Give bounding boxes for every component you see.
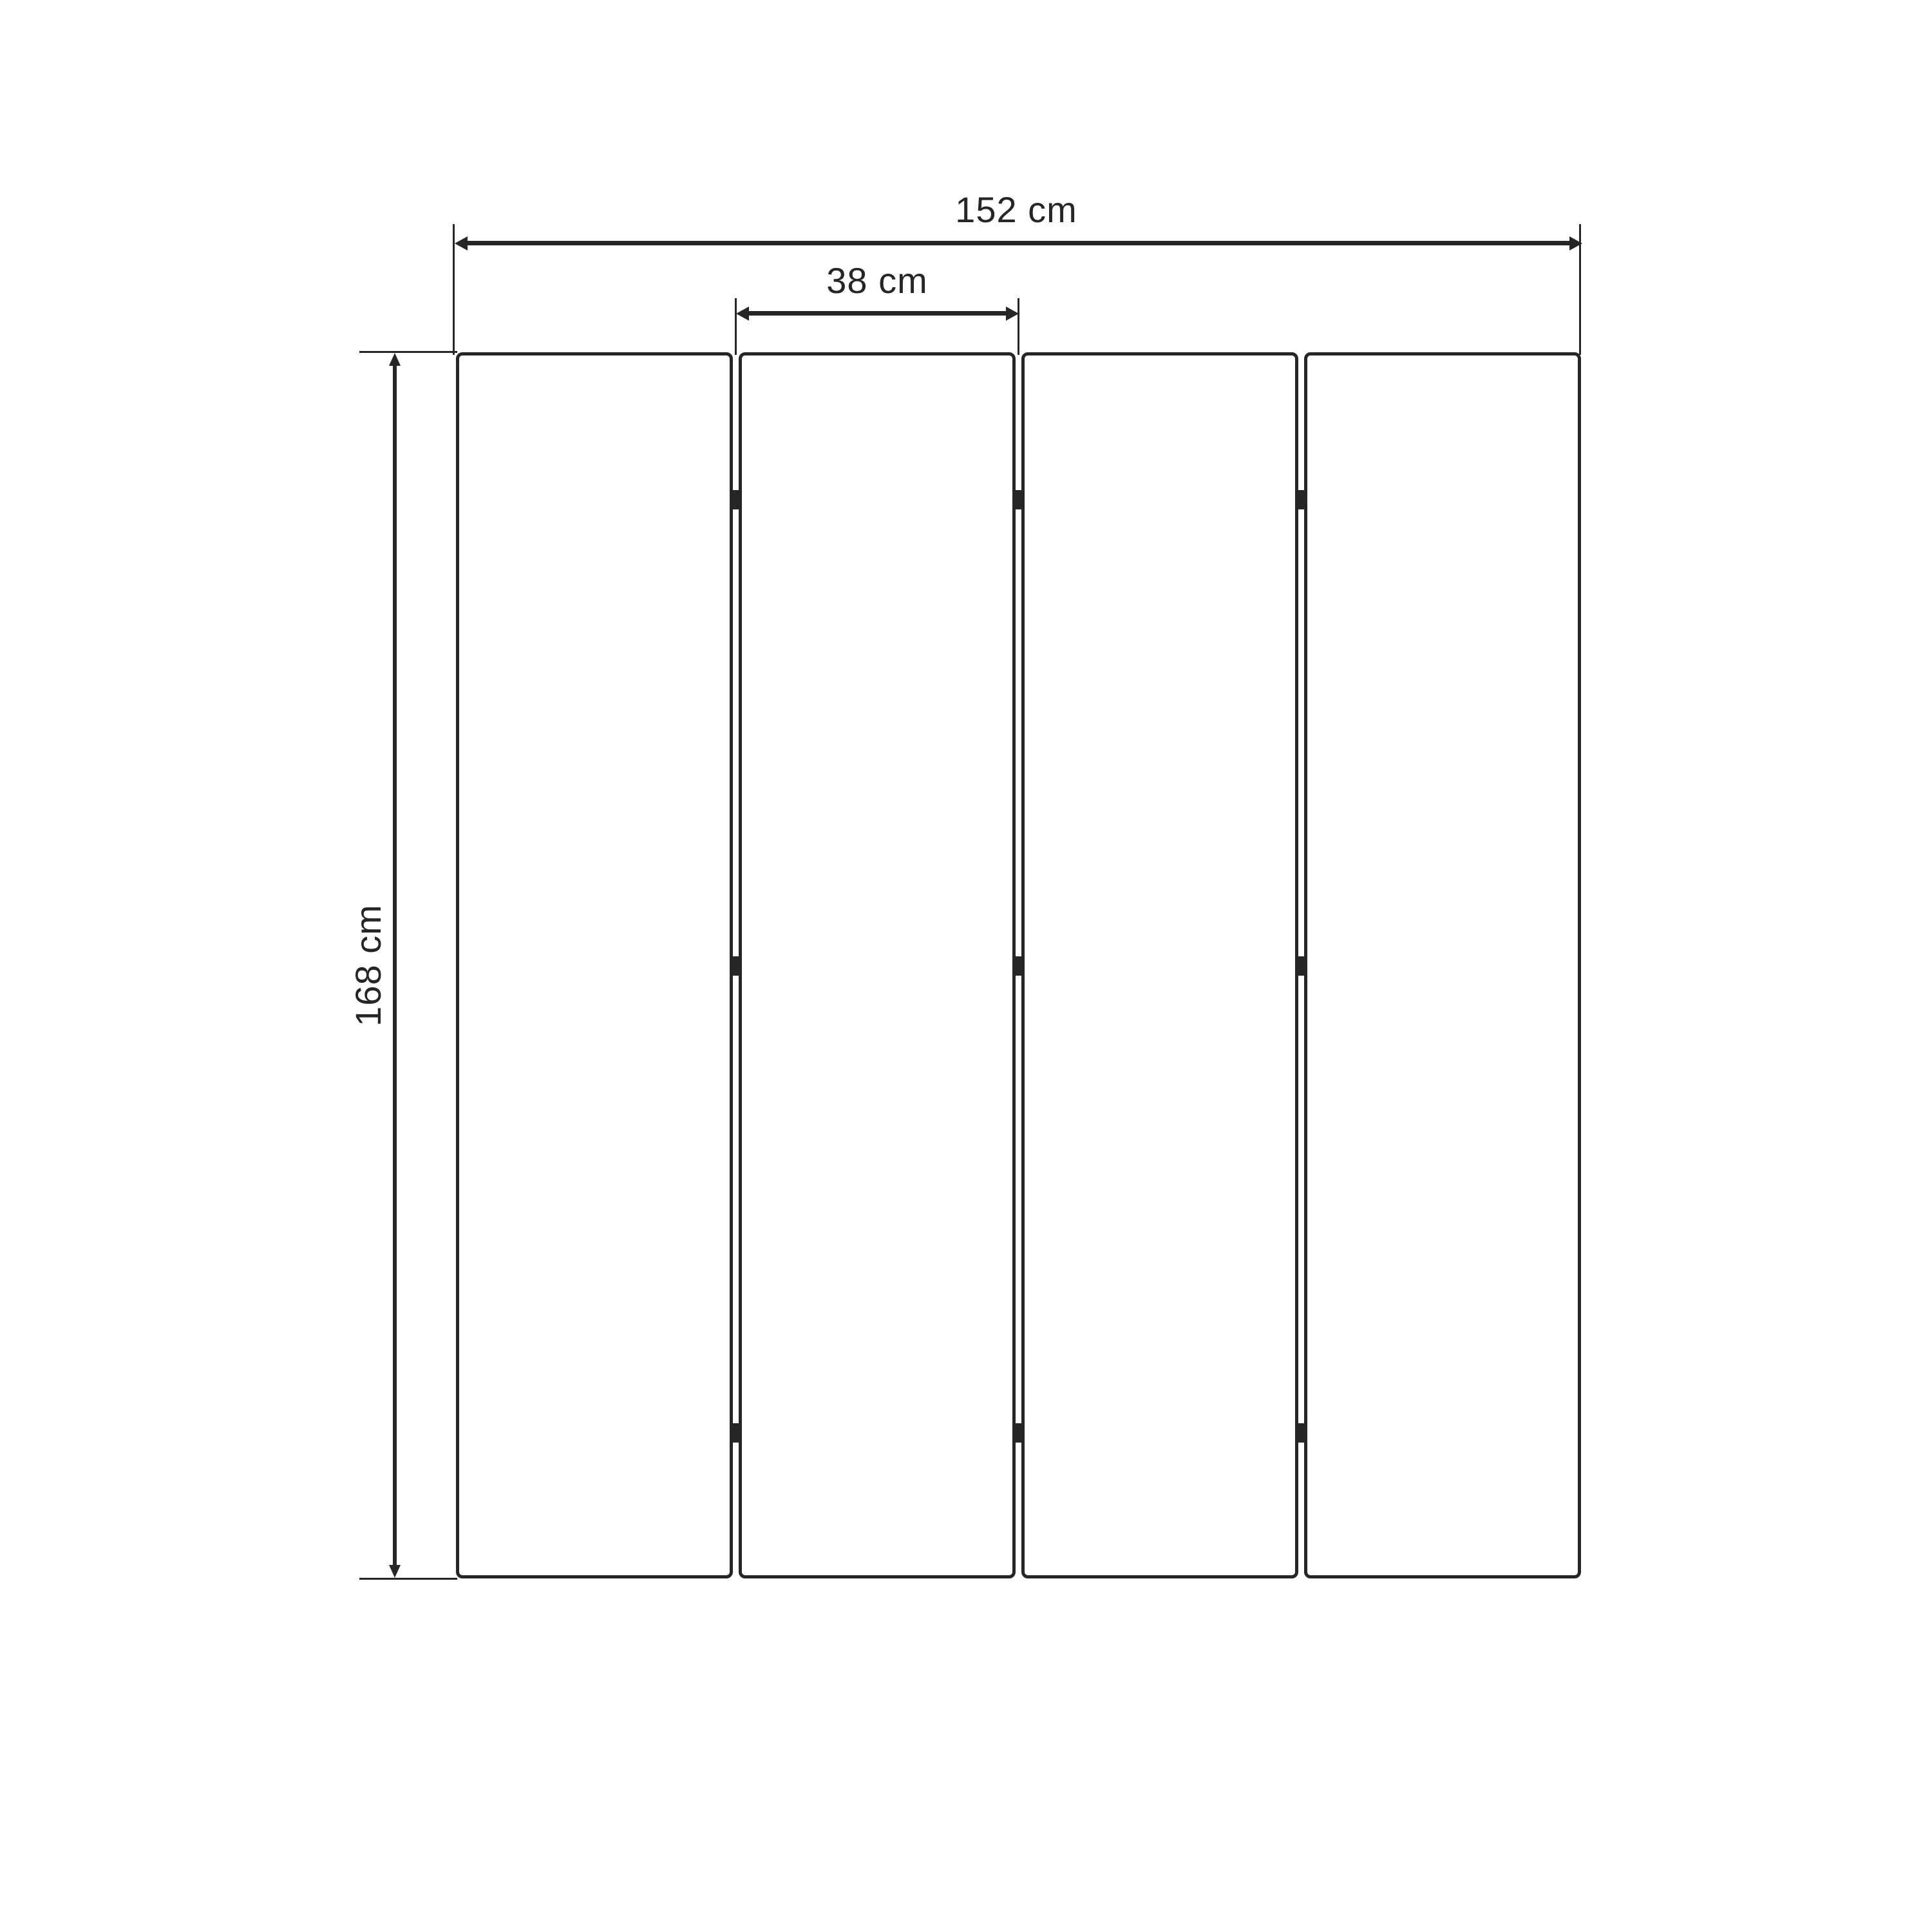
arrowhead-right-icon (1569, 236, 1582, 251)
total-width-label: 152 cm (955, 189, 1077, 230)
panel-3 (1021, 352, 1298, 1578)
hinge (1014, 1423, 1022, 1443)
hinge (732, 490, 739, 509)
arrowhead-up-icon (389, 353, 401, 366)
arrowhead-right-icon (1006, 307, 1019, 321)
panel-4 (1304, 352, 1581, 1578)
hinge (732, 956, 739, 976)
hinge (732, 1423, 739, 1443)
panel-1 (456, 352, 733, 1578)
dimension-line-total-width (468, 241, 1569, 245)
hinge (1014, 956, 1022, 976)
hinge (1014, 490, 1022, 509)
hinge (1297, 956, 1305, 976)
extension-line-top (359, 351, 457, 353)
arrowhead-left-icon (455, 236, 468, 251)
panel-width-label: 38 cm (826, 260, 928, 301)
dimension-line-height (393, 365, 397, 1566)
hinge (1297, 1423, 1305, 1443)
extension-line-bottom (359, 1578, 457, 1580)
hinge (1297, 490, 1305, 509)
arrowhead-left-icon (736, 307, 749, 321)
dimension-line-panel-width (748, 311, 1006, 316)
height-label: 168 cm (348, 904, 388, 1027)
panel-2 (739, 352, 1016, 1578)
arrowhead-down-icon (389, 1565, 401, 1578)
